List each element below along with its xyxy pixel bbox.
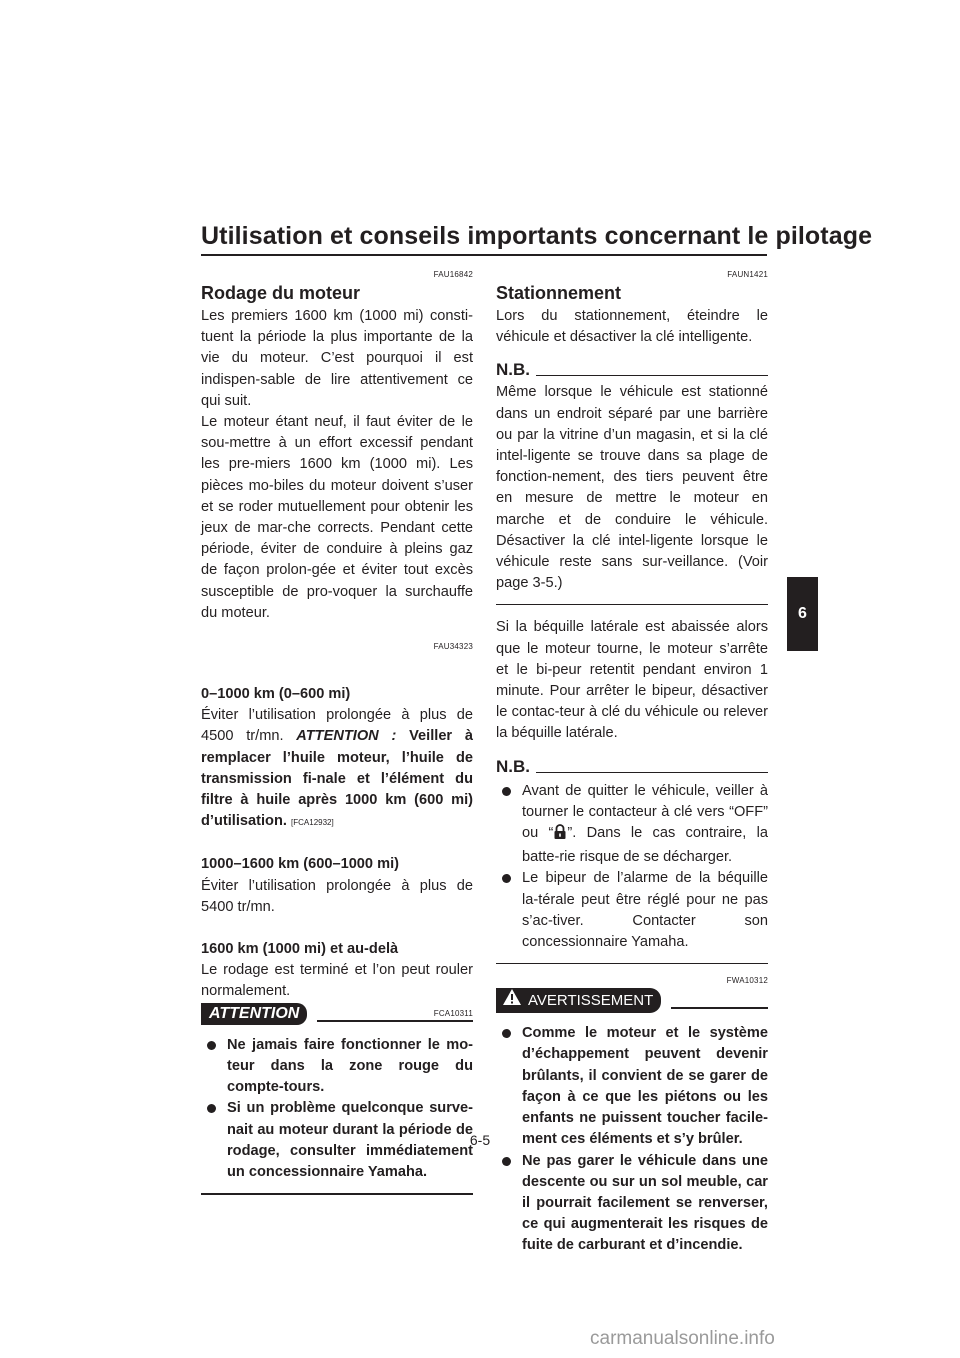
note-rule: [536, 375, 768, 376]
paragraph: Éviter l’utilisation prolongée à plus de 5400 tr/mn.: [201, 877, 473, 915]
warning-rule: [671, 1007, 768, 1009]
page-header-title: Utilisation et conseils importants concernant le pilotage: [201, 222, 873, 250]
attention-list: [201, 1035, 473, 1183]
warning-triangle-icon: [502, 988, 522, 1013]
paragraph: Les premiers 1600 km (1000 mi) consti-tuent la période la plus importante de la vie du moteur. C’est pourquoi il est indispen-sable de lire attentivement ce qui suit.: [201, 308, 473, 409]
paragraph: Lors du stationnement, éteindre le véhicule et désactiver la clé intelligente.: [496, 308, 768, 346]
reference-code: FWA10312: [726, 976, 768, 986]
note-block: [496, 360, 768, 605]
paragraph: Le moteur étant neuf, il faut éviter de le sou-mettre à un effort excessif pendant les pre-miers 1600 km (1000 mi). Les pièces mo-biles du moteur doivent s’user et se roder mutuellement pour obtenir les jeux de mar-che corrects. Pendant cette période, éviter de conduire à pleins gaz de façon prolon-gée et éviter tout excès susceptible de pro-voquer la surchauffe du moteur.: [201, 414, 473, 621]
note-end-rule: [496, 604, 768, 605]
note-label: N.B.: [496, 756, 530, 776]
bullet-icon: [207, 1041, 216, 1050]
bullet-icon: [502, 1029, 511, 1038]
bullet-icon: [502, 787, 511, 796]
list-item: Si un problème quelconque surve-nait au moteur durant la période de rodage, consulter immédiatement un concessionnaire Yamaha.: [201, 1098, 473, 1183]
bullet-icon: [502, 874, 511, 883]
reference-code: FCA10311: [433, 1008, 473, 1018]
section-heading-break-in: Rodage du moteur: [201, 283, 361, 303]
chapter-tab: 6: [787, 577, 818, 651]
paragraph: Si la béquille latérale est abaissée alors que le moteur tourne, le moteur s’arrête et le bi-peur retentit pendant environ 1 minute. Pour arrêter le bipeur, désactiver le contac-teur à clé du véhicule ou relever la béquille latérale.: [496, 619, 768, 742]
section-heading-parking: Stationnement: [496, 283, 622, 303]
list-item: Le bipeur de l’alarme de la béquille la-térale peut être réglé pour ne pas s’ac-tiver. Contacter son concessionnaire Yamaha.: [496, 868, 768, 953]
lock-icon: [553, 824, 567, 847]
note-block: [496, 757, 768, 965]
reference-code: FAUN1421: [727, 270, 768, 279]
attention-badge: ATTENTION: [201, 1003, 307, 1025]
subheading-1000-1600: 1000–1600 km (600–1000 mi): [201, 856, 399, 873]
note-label: N.B.: [496, 360, 530, 380]
left-column: [201, 270, 473, 1195]
bullet-icon: [502, 1157, 511, 1166]
note-rule: [536, 772, 768, 773]
list-item: Ne jamais faire fonctionner le mo-teur dans la zone rouge du compte-tours.: [201, 1035, 473, 1099]
subheading-1600-beyond: 1600 km (1000 mi) et au-delà: [201, 941, 399, 958]
warning-badge: [496, 988, 661, 1013]
warning-label: AVERTISSEMENT: [528, 991, 654, 1009]
page-number: 6-5: [469, 1132, 491, 1148]
attention-end-rule: [201, 1193, 473, 1195]
subheading-0-1000: 0–1000 km (0–600 mi): [201, 686, 351, 703]
paragraph: Le rodage est terminé et l’on peut rouler normalement.: [201, 962, 473, 1000]
reference-code: [FCA12932]: [291, 818, 334, 828]
watermark: carmanualsonline.info: [590, 1328, 775, 1349]
note-text: Même lorsque le véhicule est stationné dans un endroit séparé par une barrière ou par la vitrine d’un magasin, et si la clé intel-ligente se trouve dans sa plage de fonction-nement, des tiers peuvent être en mesure de mettre le moteur en marche et de conduire le véhicule. Désactiver la clé intel-ligente lorsque le véhicule reste sans sur-veillance. (Voir page 3-5.): [496, 384, 768, 592]
attention-inline-label: ATTENTION :: [296, 728, 397, 745]
list-item: Ne pas garer le véhicule dans une descente ou sur un sol meuble, car il pourrait facilement se renverser, ce qui augmenterait les risques de fuite de carburant et d’incendie.: [496, 1151, 768, 1257]
warning-box-header: [496, 988, 768, 1013]
note-list: [496, 781, 768, 954]
header-rule: [201, 254, 767, 256]
note-end-rule: [496, 963, 768, 964]
list-item: Avant de quitter le véhicule, veiller à tourner le contacteur à clé vers “OFF” ou “ ”. Dans le cas contraire, la batte-rie risque de se décharger.: [496, 781, 768, 869]
attention-rule: [317, 1020, 473, 1022]
paragraph-0-1000: Éviter l’utilisation prolongée à plus de 4500 tr/mn. ATTENTION : Veiller à remplacer l’huile moteur, l’huile de transmission fi-nale et l’élément du filtre à huile après 1000 km (600 mi) d’utilisation. [FCA12932]: [201, 707, 473, 830]
reference-code: FAU16842: [433, 270, 473, 279]
bullet-icon: [207, 1104, 216, 1113]
right-column: [496, 270, 768, 1257]
reference-code: FAU34323: [433, 642, 473, 652]
list-item: Comme le moteur et le système d’échappement peuvent devenir brûlants, il convient de se garer de façon à ce que les piétons ou les enfants ne puissent toucher facile-ment ces éléments et s’y brûler.: [496, 1023, 768, 1150]
